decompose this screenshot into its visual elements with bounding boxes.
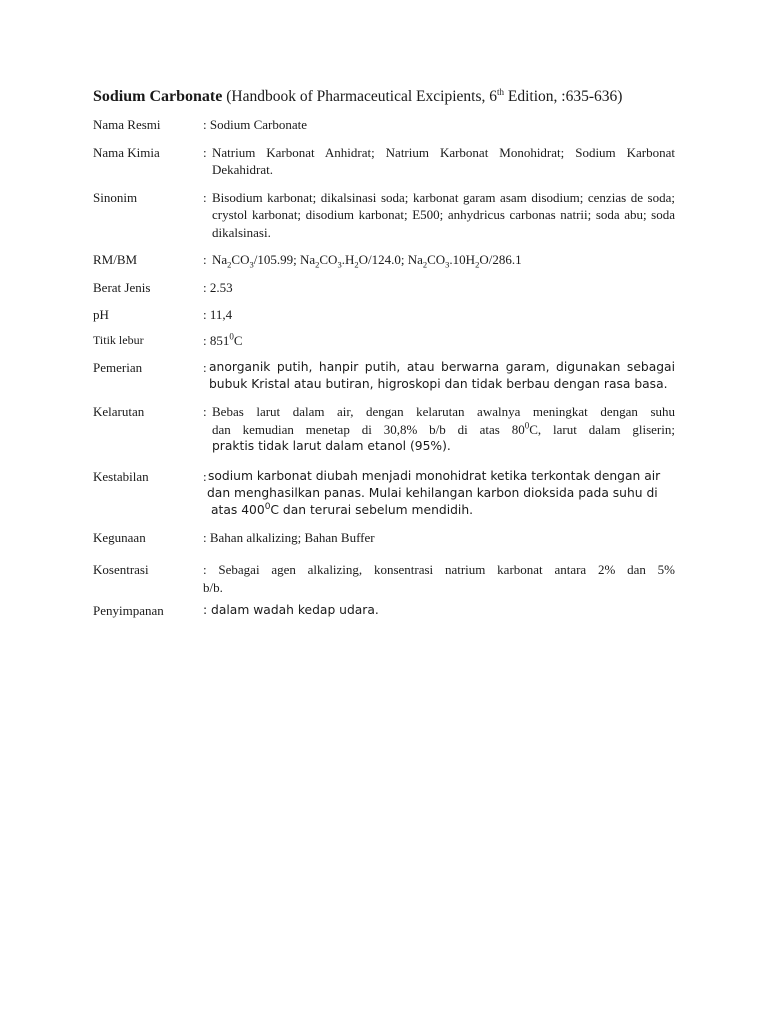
field-colon: :	[203, 360, 207, 375]
field-value: : Bahan alkalizing; Bahan Buffer	[203, 529, 375, 545]
field-value-formulas: $Na_2CO_3/105.99$; $Na_2CO_3.H_2O/124.0$; $Na_2CO_3.10H_2O/286.1$	[212, 252, 522, 270]
field-kosentrasi	[93, 561, 675, 596]
field-berat-jenis	[93, 279, 675, 297]
kelarutan-line-2: dan kemudian menetap di 30,8% b/b di atas $80^0C$, larut dalam gliserin;	[212, 420, 675, 437]
field-colon: :	[203, 189, 207, 205]
field-label: Penyimpanan	[93, 603, 164, 618]
kestabilan-line-1: sodium karbonat diubah menjadi monohidrat ketika terkontak dengan air	[208, 468, 661, 483]
field-label: pH	[93, 307, 109, 322]
kosentrasi-line-1: : Sebagai agen alkalizing, konsentrasi natrium karbonat antara 2% dan 5%	[203, 562, 675, 577]
pemerian-line-1: anorganik putih, hanpir putih, atau berwarna garam, digunakan sebagai	[209, 360, 675, 374]
kosentrasi-line-2: b/b.	[203, 579, 223, 595]
pemerian-line-2: bubuk Kristal atau butiran, higroskopi dan tidak berbau dengan rasa basa.	[209, 377, 668, 391]
field-label: RM/BM	[93, 252, 138, 267]
field-rm-bm	[93, 251, 675, 269]
field-value: Bisodium karbonat; dikalsinasi soda; karbonat garam asam disodium; cenzias de soda; crystol karbonat; disodium karbonat; E500; anhydricus carbonas natrii; soda abu; soda dikalsinasi.	[212, 189, 675, 240]
field-value	[212, 403, 675, 456]
field-nama-resmi	[93, 116, 675, 134]
field-label: Sinonim	[93, 189, 138, 205]
title-source: (Handbook of Pharmaceutical Excipients, 6th Edition, :635-636)	[226, 86, 623, 105]
kestabilan-line-3: atas $400^0C$ dan terurai sebelum mendidih.	[211, 501, 474, 517]
field-kegunaan	[93, 529, 675, 547]
field-label: Titik lebur	[93, 332, 144, 347]
field-value: Natrium Karbonat Anhidrat; Natrium Karbonat Monohidrat; Sodium Karbonat Dekahidrat.	[212, 144, 675, 177]
field-label: Kestabilan	[93, 468, 149, 484]
field-label: Nama Kimia	[93, 144, 160, 160]
field-penyimpanan	[93, 602, 675, 620]
field-value: : 11,4	[203, 307, 233, 322]
kestabilan-line-2: dan menghasilkan panas. Mulai kehilangan karbon dioksida pada suhu di	[207, 485, 658, 500]
field-label: Pemerian	[93, 360, 143, 375]
field-label: Kosentrasi	[93, 562, 149, 577]
kelarutan-line-1: Bebas larut dalam air, dengan kelarutan awalnya meningkat dengan suhu	[212, 404, 675, 419]
field-label: Berat Jenis	[93, 279, 151, 295]
field-value	[209, 359, 675, 393]
field-colon: :	[203, 252, 207, 267]
field-label: Kelarutan	[93, 404, 145, 419]
field-colon: :	[203, 144, 207, 160]
field-colon: :	[203, 404, 207, 419]
field-pemerian	[93, 359, 675, 393]
field-kestabilan	[93, 468, 675, 519]
field-value	[208, 468, 675, 519]
field-value: : dalam wadah kedap udara.	[203, 603, 379, 617]
field-sinonim	[93, 189, 675, 242]
document-page	[93, 86, 675, 631]
field-titik-lebur	[93, 332, 675, 350]
field-ph	[93, 306, 675, 324]
field-value: : 2.53	[203, 279, 233, 295]
field-kelarutan	[93, 403, 675, 456]
field-label: Nama Resmi	[93, 117, 161, 132]
title-main: Sodium Carbonate	[93, 88, 223, 105]
document-title	[93, 86, 675, 108]
field-label: Kegunaan	[93, 529, 146, 545]
field-nama-kimia	[93, 144, 675, 179]
field-colon: :	[203, 468, 207, 484]
kelarutan-line-3: praktis tidak larut dalam etanol (95%).	[212, 439, 451, 453]
field-value: : $851^0C$	[203, 331, 243, 348]
field-value: : Sodium Carbonate	[203, 117, 307, 132]
